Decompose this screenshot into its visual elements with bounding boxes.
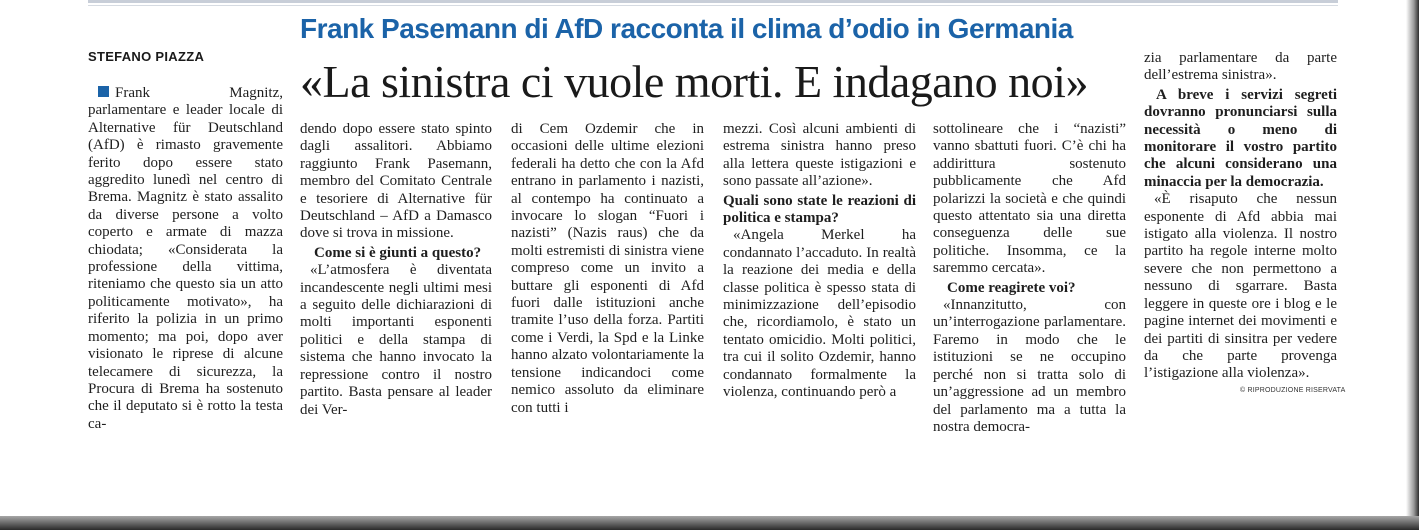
paragraph: di Cem Ozdemir che in occasioni delle ultime elezioni federali ha detto che con la Afd entrano in parlamento i nazisti, al contempo ha continuato a invocare lo slogan “Fuori i nazisti” (Nazis raus) che da molti estremisti di sinistra viene compreso come un invito a buttare gli esponenti di Afd fuori dalle istituzioni anche tramite l’uso della forza. Partiti come i Verdi, la Spd e la Linke hanno alzato volontariamente la tensione indicandoci come nemico assoluto da eliminare con tutti i (511, 121, 704, 416)
article-headline: «La sinistra ci vuole morti. E indagano noi» (300, 56, 1088, 107)
page-edge-shadow (1406, 0, 1419, 530)
article-column-3 (511, 121, 704, 417)
article-byline: STEFANO PIAZZA (88, 49, 205, 64)
interview-question: A breve i servizi segreti dovranno pronunciarsi sulla necessità o meno di monitorare il vostro partito che alcuni considerano una minaccia per la democrazia. (1144, 86, 1337, 190)
paragraph (88, 85, 283, 433)
interview-question: Come si è giunti a questo? (314, 244, 482, 261)
interview-question: Come reagirete voi? (947, 279, 1076, 296)
article-kicker: Frank Pasemann di AfD racconta il clima d’odio in Germania (300, 13, 1073, 44)
paragraph: «Innanzitutto, con un’interrogazione parlamentare. Faremo in modo che le istituzioni se ne occupino perché non si tratta solo di un’aggressione ad un membro del parlamento ma a tutta la nostra democra- (933, 297, 1126, 435)
top-rule-thin (88, 5, 1338, 6)
paragraph: «È risaputo che nessun esponente di Afd abbia mai istigato alla violenza. Il nostro partito ha regole interne molto severe che non permettono a nessuno di sgarrare. Basta leggere in queste ore i blog e le pagine internet dei movimenti e dei partiti di sinsitra per vedere da che parte provenga l’istigazione alla violenza». (1144, 191, 1337, 382)
lead-square-icon (98, 86, 109, 97)
article-column-1 (88, 85, 283, 433)
article-column-5 (933, 121, 1126, 436)
paragraph: mezzi. Così alcuni ambienti di estrema sinistra hanno preso alla lettera queste istigazioni e sono passate all’azione». (723, 121, 916, 190)
paragraph: «L’atmosfera è diventata incandescente negli ultimi mesi a seguito delle dichiarazioni di molti importanti esponenti politici e della stampa di sistema che hanno invocato la repressione contro il nostro partito. Basta pensare al leader dei Ver- (300, 262, 492, 418)
article-column-4 (723, 121, 916, 402)
paragraph: zia parlamentare da parte dell’estrema sinistra». (1144, 50, 1337, 84)
paragraph: sottolineare che i “nazisti” vanno sbattuti fuori. C’è chi ha addirittura sostenuto pubblicamente che Afd polarizzi la società e che quindi questo attentato sia una diretta conseguenza delle sue politiche. Insomma, ce la saremmo cercata». (933, 121, 1126, 277)
paragraph: «Angela Merkel ha condannato l’accaduto. In realtà la reazione dei media e della classe politica è spesso stata di minimizzazione dell’episodio che, ricordiamolo, è stato un tentato omicidio. Molti politici, tra cui il solito Ozdemir, hanno condannato formalmente la violenza, continuando però a (723, 227, 916, 401)
paragraph: dendo dopo essere stato spinto dagli assalitori. Abbiamo raggiunto Frank Pasemann, membro del Comitato Centrale e tesoriere di Alternative für Deutschland – AfD a Damasco dove si trova in missione. (300, 121, 492, 242)
paragraph-text: Frank Magnitz, parlamentare e leader locale di Alternative für Deutschland (AfD) è rimasto gravemente ferito dopo essere stato aggredito lunedì nel centro di Brema. Magnitz è stato assalito da diverse persone a volto coperto e armate di mazza chiodata; «Considerata la professione della vittima, riteniamo che questo sia un atto politicamente motivato», ha riferito la polizia in un primo momento; ma poi, dopo aver visionato le riprese di alcune telecamere di sicurezza, la Procura di Brema ha sostenuto che il deputato si è rotto la testa ca- (88, 85, 283, 432)
article-column-6 (1144, 50, 1337, 383)
top-rule (88, 0, 1338, 3)
copyright-notice: © RIPRODUZIONE RISERVATA (1240, 387, 1346, 394)
interview-question: Quali sono state le reazioni di politica e stampa? (723, 192, 916, 227)
bottom-edge-bar (0, 516, 1419, 530)
article-column-2 (300, 121, 492, 419)
